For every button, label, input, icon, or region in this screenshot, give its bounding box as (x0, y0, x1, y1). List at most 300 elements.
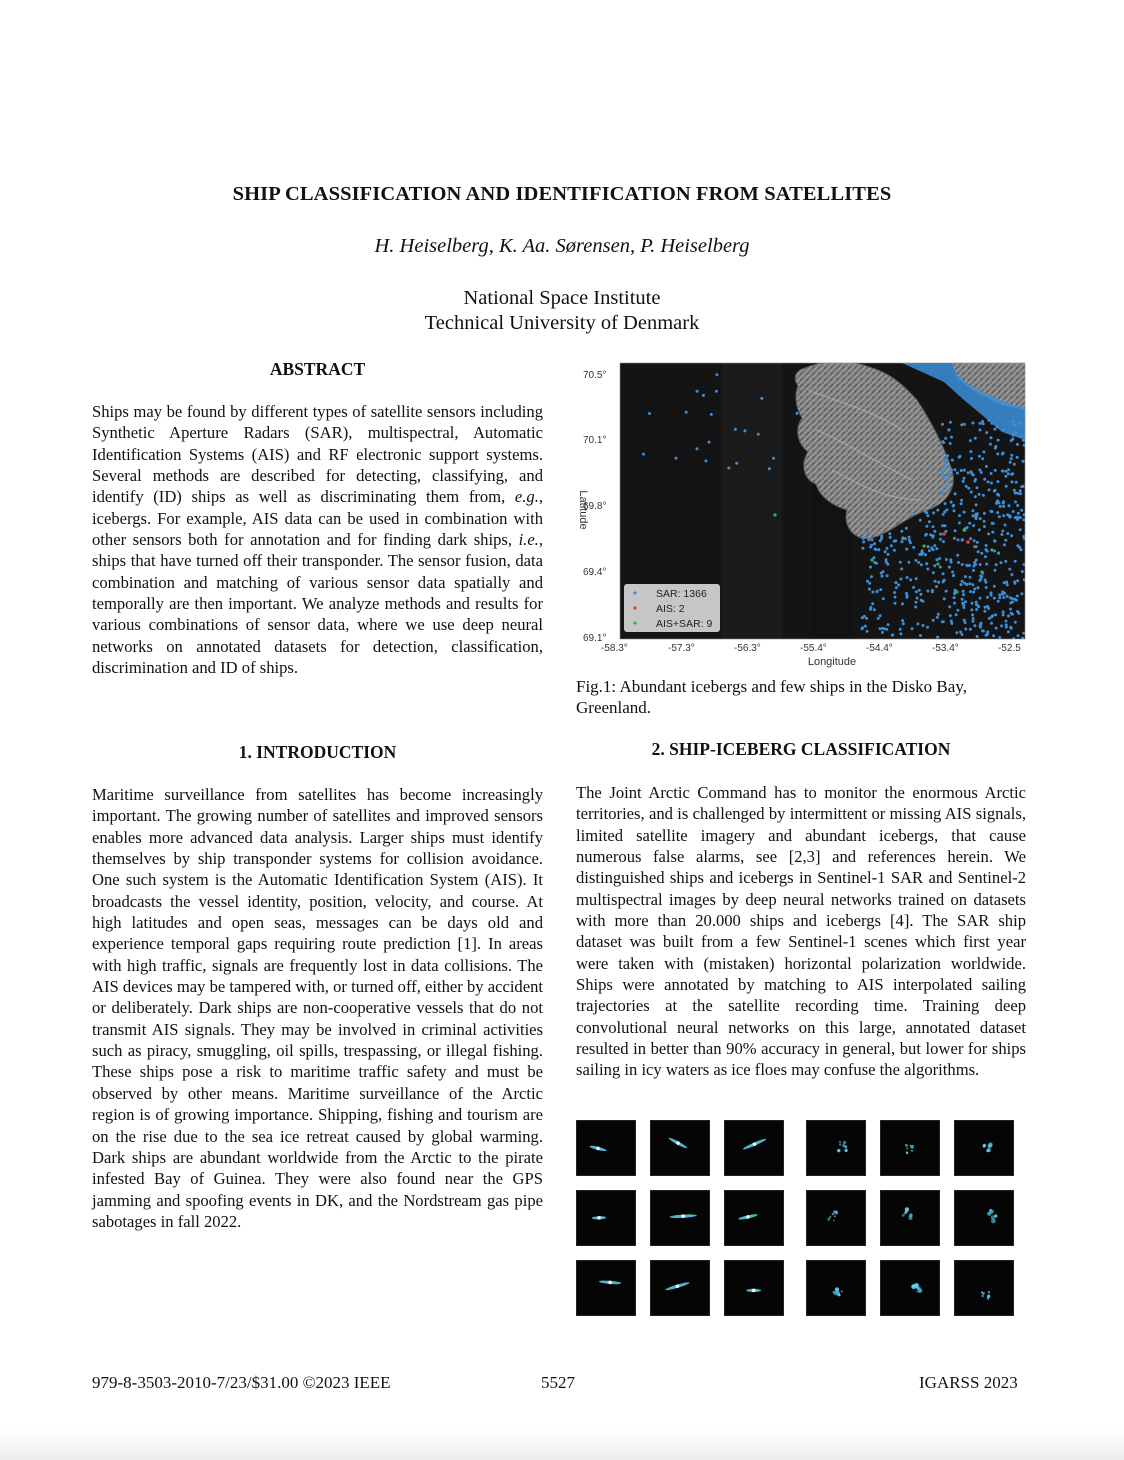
sar-point (1002, 470, 1005, 473)
sar-point (648, 412, 651, 415)
sar-point (975, 503, 978, 506)
x-tick-label: -56.3° (734, 643, 761, 654)
sar-point (941, 471, 944, 474)
sar-point (970, 491, 973, 494)
sar-point (937, 581, 940, 584)
sar-point (1009, 514, 1012, 517)
sar-point (1016, 456, 1019, 459)
sar-point (949, 442, 952, 445)
sar-point (983, 478, 986, 481)
sar-point (963, 511, 966, 514)
sar-point (1009, 461, 1012, 464)
sar-point (911, 512, 914, 515)
sar-point (932, 548, 935, 551)
sar-point (920, 563, 923, 566)
sar-point (961, 598, 964, 601)
sar-point (1014, 516, 1017, 519)
sar-point (960, 469, 963, 472)
sar-point (796, 412, 799, 415)
sar-point (974, 495, 977, 498)
y-tick-label: 70.1° (583, 435, 607, 446)
sar-point (708, 441, 711, 444)
sar-point (932, 619, 935, 622)
sar-point (908, 536, 911, 539)
sar-point (943, 579, 946, 582)
sar-point (939, 538, 942, 541)
sar-point (867, 538, 870, 541)
sar-point (912, 546, 915, 549)
sar-point (992, 634, 995, 637)
sar-point (997, 494, 1000, 497)
ais-sar-point (980, 570, 983, 573)
sar-point (995, 627, 998, 630)
sar-point (963, 423, 966, 426)
sar-point (1019, 528, 1022, 531)
ais-point (966, 540, 970, 544)
sar-point (990, 591, 993, 594)
sar-point (958, 514, 961, 517)
sar-point (961, 538, 964, 541)
sar-point (1000, 533, 1003, 536)
sar-point (973, 624, 976, 627)
sar-point (972, 569, 975, 572)
sar-point (946, 454, 949, 457)
section-2-text: The Joint Arctic Command has to monitor the enormous Arctic territories, and is challenged by intermittent or missing AIS signals, limited satellite imagery and abundant icebergs, that cause numerous false alarms, see [2,3] and references herein. We distinguished ships and icebergs in Sentinel-1 SAR and Sentinel-2 multispectral images by deep neural networks trained on datasets with more than 20.000 ships and icebergs [4]. The SAR ship dataset was built from a few Sentinel-1 scenes which first year were taken with (mistaken) horizontal polarization worldwide. Ships were annotated by matching to AIS interpolated sailing trajectories at the satellite recording time. Training deep convolutional neural networks on this large, annotated dataset resulted in better than 90% accuracy in general, but lower for ships sailing in icy waters as ice floes may confuse the algorithms. (576, 783, 1026, 1080)
figure-2-thumbnail-grid (576, 1120, 1026, 1330)
sar-point (933, 544, 936, 547)
sar-point (1012, 420, 1015, 423)
sar-point (870, 606, 873, 609)
x-tick-label: -58.3° (601, 643, 628, 654)
sar-point (715, 373, 718, 376)
sar-point (978, 528, 981, 531)
sar-point (893, 591, 896, 594)
sar-point (894, 602, 897, 605)
sar-point (964, 600, 967, 603)
sar-point (926, 626, 929, 629)
sar-point (942, 513, 945, 516)
sar-point (950, 469, 953, 472)
sar-point (952, 574, 955, 577)
sar-point (946, 480, 949, 483)
sar-point (1010, 457, 1013, 460)
sar-point (861, 626, 864, 629)
sar-point (715, 390, 718, 393)
sar-point (906, 594, 909, 597)
sar-point (873, 542, 876, 545)
sar-point (1006, 583, 1009, 586)
sar-point (914, 606, 917, 609)
sar-point (900, 567, 903, 570)
x-tick-label: -53.4° (932, 643, 959, 654)
sar-point (973, 587, 976, 590)
abstract-eg: e.g., (514, 487, 543, 507)
sar-point (886, 574, 889, 577)
sar-point (1022, 439, 1025, 442)
sar-point (893, 549, 896, 552)
legend-marker-ais (633, 606, 636, 609)
sar-point (998, 636, 1001, 639)
sar-point (877, 548, 880, 551)
sar-point (950, 561, 953, 564)
sar-point (926, 514, 929, 517)
sar-point (996, 511, 999, 514)
ais-sar-point (990, 548, 993, 551)
sar-point (1007, 615, 1010, 618)
sar-point (974, 478, 977, 481)
sar-point (954, 492, 957, 495)
sar-point (757, 433, 760, 436)
sar-point (941, 620, 944, 623)
sar-point (907, 561, 910, 564)
sar-point (1011, 480, 1014, 483)
sar-point (1010, 573, 1013, 576)
ship-thumbnail (724, 1260, 784, 1316)
sar-point (991, 422, 994, 425)
sar-point (975, 517, 978, 520)
sar-point (1014, 492, 1017, 495)
sar-point (978, 469, 981, 472)
sar-point (996, 480, 999, 483)
footer-isbn: 979-8-3503-2010-7/23/$31.00 ©2023 IEEE (92, 1373, 391, 1392)
sar-point (879, 614, 882, 617)
sar-point (922, 624, 925, 627)
sar-point (1004, 560, 1007, 563)
sar-point (965, 485, 968, 488)
sar-point (862, 541, 865, 544)
page-bottom-shade (0, 1430, 1124, 1460)
sar-point (967, 487, 970, 490)
sar-point (1014, 431, 1017, 434)
sar-point (998, 596, 1001, 599)
sar-point (969, 576, 972, 579)
sar-point (710, 413, 713, 416)
sar-point (1005, 626, 1008, 629)
sar-point (972, 422, 975, 425)
sar-point (875, 562, 878, 565)
sar-point (949, 472, 952, 475)
sar-point (924, 534, 927, 537)
sar-point (962, 480, 965, 483)
sar-point (891, 634, 894, 637)
sar-point (1005, 581, 1008, 584)
sar-point (1005, 485, 1008, 488)
sar-point (978, 579, 981, 582)
sar-point (991, 531, 994, 534)
sar-point (972, 617, 975, 620)
iceberg-thumbnail (954, 1190, 1014, 1246)
sar-point (969, 439, 972, 442)
sar-point (895, 586, 898, 589)
sar-point (1016, 504, 1019, 507)
sar-point (880, 537, 883, 540)
sar-point (1010, 534, 1013, 537)
legend-label-ais: AIS: 2 (656, 603, 685, 615)
sar-point (993, 490, 996, 493)
sar-point (1020, 548, 1023, 551)
affiliation (0, 286, 1124, 336)
ship-thumbnail (650, 1260, 710, 1316)
sar-point (994, 469, 997, 472)
sar-point (882, 597, 885, 600)
sar-point (971, 509, 974, 512)
sar-point (974, 437, 977, 440)
sar-point (988, 488, 991, 491)
sar-point (984, 548, 987, 551)
sar-point (945, 590, 948, 593)
sar-point (977, 550, 980, 553)
sar-point (981, 457, 984, 460)
intro-text: Maritime surveillance from satellites has become increasingly important. The growing number of satellites and improved sensors enables more advanced data analysis. Larger ships must identify themselves by ship transponder systems for collision avoidance. One such system is the Automatic Identification System (AIS). It broadcasts the vessel identity, position, velocity, and course. At high latitudes and open seas, messages can be days old and experience temporal gaps requiring route prediction [1]. In areas with high traffic, signals are frequently lost in data collisions. The AIS devices may be tampered with, or turned off, either by accident or deliberately. Dark ships are non-cooperative vessels that do not transmit AIS signals. They may be involved in criminal activities such as piracy, smuggling, oil spills, trespassing, or illegal fishing. These ships pose a risk to maritime traffic safety and must be observed by other means. Maritime surveillance of the Arctic region is of growing importance. Shipping, fishing and tourism are on the rise due to the sea ice retreat caused by global warming. Dark ships are abundant worldwide from the Arctic to the pirate infested Bay of Guinea. They were also found near the GPS jamming and spoofing events in DK, and the Nordstream gas pipe sabotages in fall 2022. (92, 785, 543, 1231)
sar-point (939, 533, 942, 536)
sar-point (1010, 454, 1013, 457)
sar-point (960, 499, 963, 502)
x-tick-label: -55.4° (800, 643, 827, 654)
ais-sar-point (962, 528, 965, 531)
sar-point (868, 588, 871, 591)
ship-thumbnail (724, 1190, 784, 1246)
sar-point (936, 636, 939, 639)
sar-point (1002, 596, 1005, 599)
sar-point (920, 599, 923, 602)
sar-point (1022, 485, 1025, 488)
sar-point (900, 578, 903, 581)
sar-point (1002, 452, 1005, 455)
sar-point (972, 514, 975, 517)
sar-point (962, 606, 965, 609)
sar-point (976, 486, 979, 489)
sar-point (953, 468, 956, 471)
legend-marker-sar (633, 591, 636, 594)
sar-point (1019, 434, 1022, 437)
sar-point (943, 597, 946, 600)
sar-point (914, 559, 917, 562)
sar-point (993, 585, 996, 588)
sar-point (885, 558, 888, 561)
sar-point (974, 563, 977, 566)
sar-point (1002, 428, 1005, 431)
sar-point (943, 476, 946, 479)
sar-point (1017, 512, 1020, 515)
iceberg-thumbnail (806, 1190, 866, 1246)
sar-point (951, 459, 954, 462)
sar-point (925, 562, 928, 565)
sar-point (953, 602, 956, 605)
sar-point (881, 575, 884, 578)
sar-point (944, 485, 947, 488)
sar-point (696, 390, 699, 393)
sar-point (994, 613, 997, 616)
sar-point (989, 510, 992, 513)
sar-point (979, 429, 982, 432)
sar-point (950, 501, 953, 504)
sar-point (924, 553, 927, 556)
sar-point (905, 548, 908, 551)
sar-point (885, 561, 888, 564)
sar-point (935, 585, 938, 588)
sar-point (984, 581, 987, 584)
sar-point (963, 469, 966, 472)
sar-point (1020, 592, 1023, 595)
sar-point (948, 428, 951, 431)
sar-point (954, 529, 957, 532)
sar-point (979, 422, 982, 425)
sar-point (920, 551, 923, 554)
y-tick-label: 69.4° (583, 567, 607, 578)
sar-point (869, 566, 872, 569)
sar-point (957, 561, 960, 564)
sar-point (952, 504, 955, 507)
sar-point (961, 563, 964, 566)
sar-point (696, 447, 699, 450)
sar-point (971, 583, 974, 586)
sar-point (955, 631, 958, 634)
iceberg-thumbnail (954, 1260, 1014, 1316)
iceberg-thumbnail (954, 1120, 1014, 1176)
sar-point (897, 584, 900, 587)
sar-point (1010, 627, 1013, 630)
sar-point (956, 609, 959, 612)
sar-point (953, 596, 956, 599)
sar-point (939, 566, 942, 569)
ship-thumbnail (576, 1120, 636, 1176)
sar-point (866, 580, 869, 583)
sar-point (968, 522, 971, 525)
sar-point (901, 619, 904, 622)
paper-authors: H. Heiselberg, K. Aa. Sørensen, P. Heiselberg (374, 235, 750, 257)
sar-point (885, 628, 888, 631)
sar-point (983, 512, 986, 515)
sar-point (890, 544, 893, 547)
affiliation-line-1: National Space Institute (463, 287, 661, 309)
sar-point (982, 494, 985, 497)
sar-point (871, 538, 874, 541)
sar-point (953, 509, 956, 512)
sar-point (1021, 570, 1024, 573)
sar-point (985, 431, 988, 434)
sar-point (866, 531, 869, 534)
ais-sar-point (901, 536, 904, 539)
sar-point (972, 591, 975, 594)
sar-point (962, 593, 965, 596)
sar-point (957, 538, 960, 541)
sar-point (1013, 463, 1016, 466)
sar-point (964, 575, 967, 578)
sar-point (993, 539, 996, 542)
figure-1-caption: Fig.1: Abundant icebergs and few ships in the Disko Bay, Greenland. (576, 677, 967, 718)
sar-point (934, 580, 937, 583)
sar-point (969, 450, 972, 453)
sar-point (975, 608, 978, 611)
sar-point (982, 450, 985, 453)
sar-point (969, 628, 972, 631)
sar-point (870, 575, 873, 578)
sar-point (1014, 560, 1017, 563)
sar-point (936, 509, 939, 512)
ais-sar-point (870, 558, 873, 561)
sar-point (937, 613, 940, 616)
sar-point (1002, 611, 1005, 614)
sar-point (979, 563, 982, 566)
sar-point (929, 533, 932, 536)
sar-point (918, 553, 921, 556)
sar-point (958, 521, 961, 524)
sar-point (1004, 524, 1007, 527)
sar-point (928, 520, 931, 523)
sar-point (889, 536, 892, 539)
sar-point (991, 614, 994, 617)
sar-point (990, 472, 993, 475)
ais-sar-point (936, 562, 939, 565)
sar-point (969, 590, 972, 593)
sar-point (798, 389, 801, 392)
y-tick-label: 69.8° (583, 501, 607, 512)
sar-point (1014, 621, 1017, 624)
sar-point (951, 571, 954, 574)
sar-point (900, 540, 903, 543)
sar-point (985, 586, 988, 589)
sar-point (871, 602, 874, 605)
sar-point (963, 477, 966, 480)
sar-point (727, 467, 730, 470)
sar-point (977, 605, 980, 608)
sar-point (942, 572, 945, 575)
sar-point (947, 475, 950, 478)
sar-point (970, 457, 973, 460)
sar-point (915, 577, 918, 580)
sar-point (1019, 489, 1022, 492)
affiliation-line-2: Technical University of Denmark (424, 312, 700, 334)
sar-point (960, 583, 963, 586)
sar-point (960, 502, 963, 505)
sar-point (926, 590, 929, 593)
sar-point (926, 568, 929, 571)
sar-point (970, 470, 973, 473)
iceberg-thumbnail (806, 1120, 866, 1176)
sar-point (1023, 578, 1026, 581)
sar-point (953, 537, 956, 540)
sar-point (978, 493, 981, 496)
chart-legend (624, 584, 720, 632)
sar-point (980, 552, 983, 555)
sar-point (971, 613, 974, 616)
sar-point (863, 615, 866, 618)
sar-point (941, 492, 944, 495)
intro-heading: 1. INTRODUCTION (238, 742, 397, 762)
sar-point (1011, 438, 1014, 441)
sar-point (1002, 505, 1005, 508)
sar-point (950, 620, 953, 623)
sar-point (956, 472, 959, 475)
sar-point (1005, 470, 1008, 473)
sar-point (974, 513, 977, 516)
sar-point (702, 394, 705, 397)
sar-point (944, 502, 947, 505)
x-tick-label: -52.5 (998, 643, 1021, 654)
sar-point (915, 590, 918, 593)
sar-point (888, 532, 891, 535)
sar-point (935, 558, 938, 561)
sar-point (869, 546, 872, 549)
sar-point (1014, 500, 1017, 503)
sar-point (932, 525, 935, 528)
y-tick-label: 69.1° (583, 633, 607, 644)
ais-sar-point (773, 513, 776, 516)
sar-point (944, 437, 947, 440)
sar-point (642, 453, 645, 456)
sar-point (972, 620, 975, 623)
sar-point (1022, 460, 1025, 463)
